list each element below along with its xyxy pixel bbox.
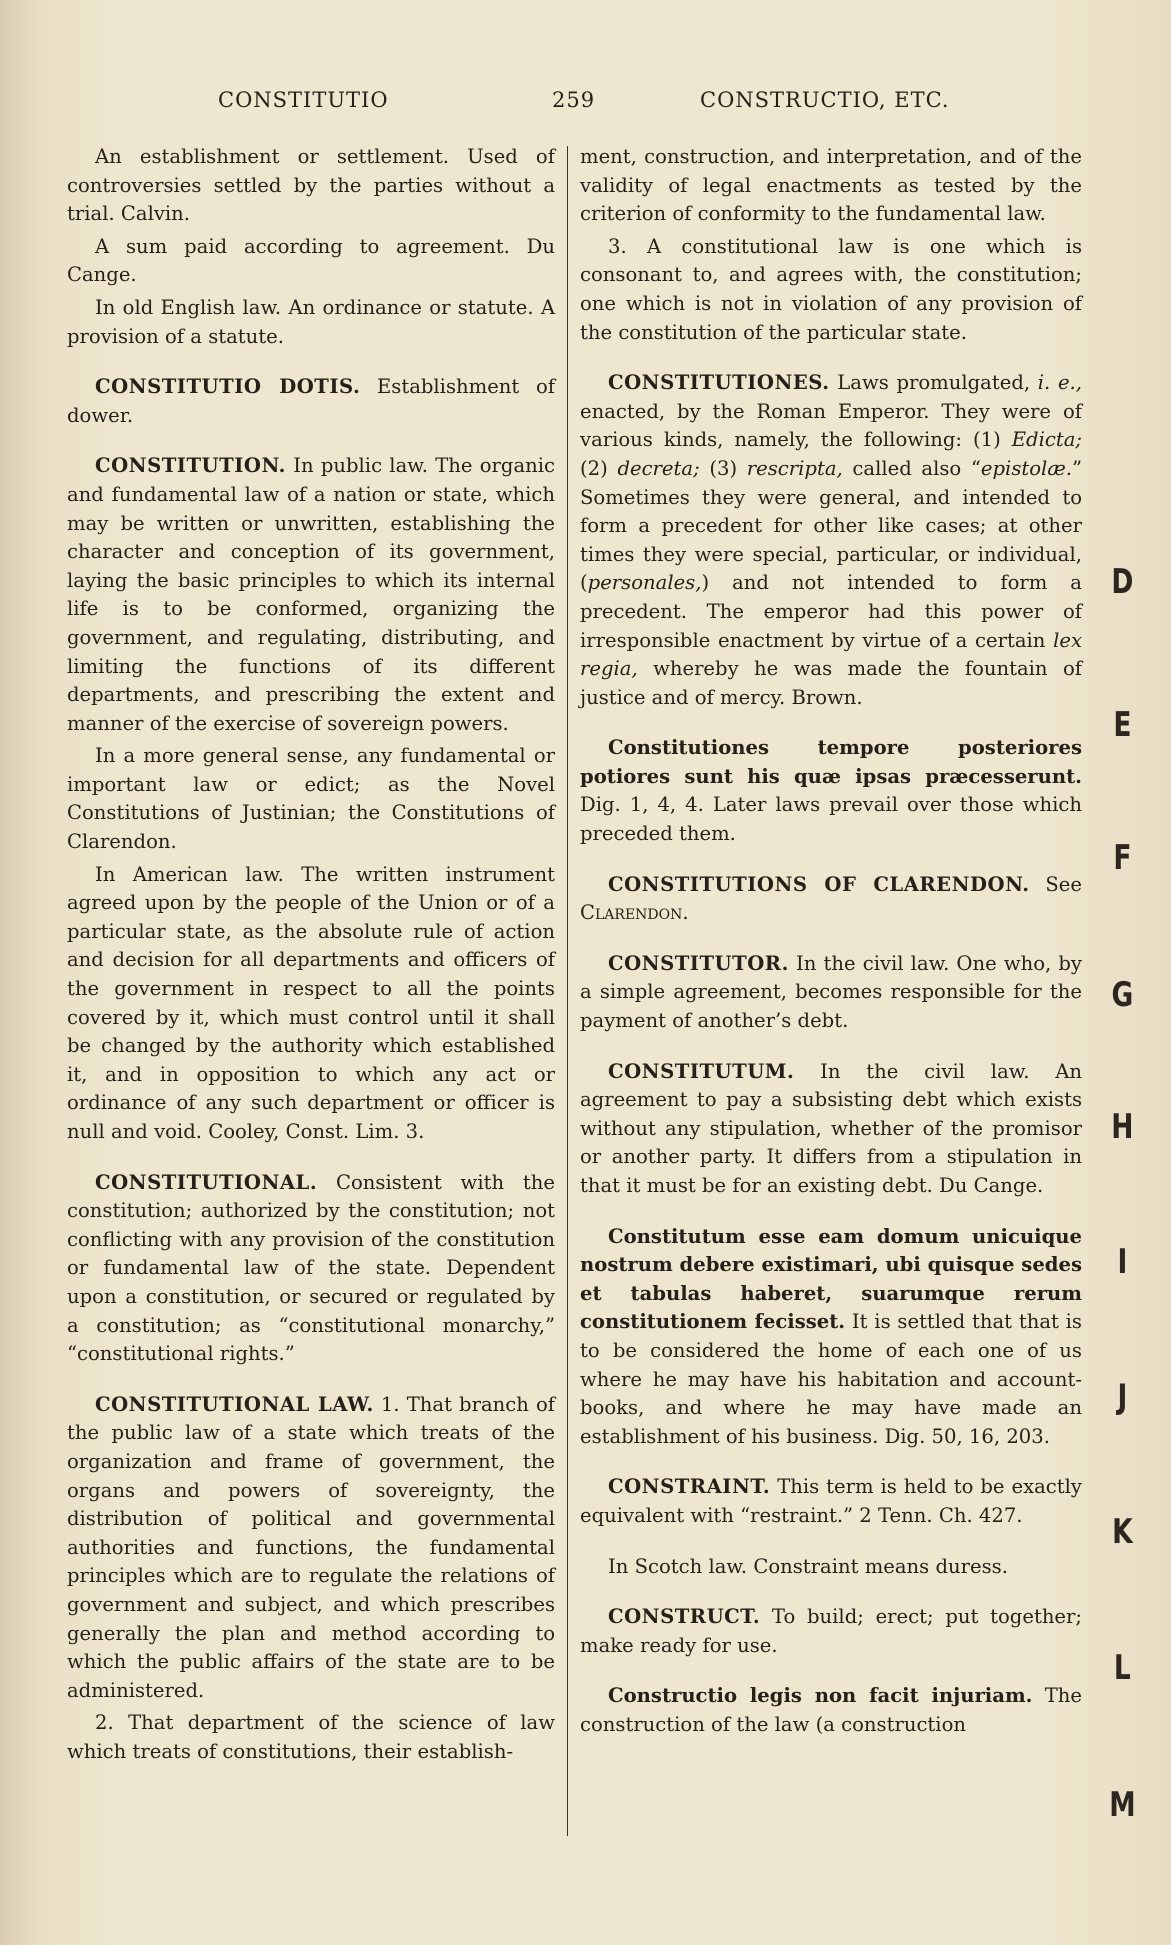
entry-term: CONSTRUCT. [608,1605,761,1629]
paragraph: In Scotch law. Constraint means duress. [608,1554,1008,1578]
entry-constitutum: CONSTITUTUM. In the civil law. An agreement to pay a subsisting debt which exists without any stipulation, whether of the promisor or another party. It differs from a stipulation in that it must be for an existing debt. Du Cange. [580,1059,1082,1197]
thumb-index-tab: M [1109,1785,1135,1825]
paragraph: ment, construction, and interpretation, and of the validity of legal enactments as tested by the criterion of conformity to the fundamental law. [580,145,1082,226]
entry-term: CONSTITUTUM. [608,1059,795,1083]
header-left-guideword: CONSTITUTIO [218,88,389,112]
entry-text: Establishment of dower. [67,375,555,427]
paragraph: A sum paid according to agreement. Du Cange. [67,234,555,287]
page-number: 259 [552,88,596,112]
entry-term: CONSTITUTIONAL LAW. [95,1392,374,1416]
entry-constitution [67,452,555,738]
thumb-index-tab: K [1112,1512,1132,1552]
thumb-index-tab: F [1113,838,1131,878]
paragraph: An establishment or settlement. Used of controversies settled by the parties without a trial. Calvin. [67,145,555,226]
entry-text: 1. That branch of the public law of a state which treats of the organization and frame of government, the organs and powers of sovereignty, the distribution of political and governmental authorities and functions, the fundamental principles which are to regulate the relations of government and subject, and which prescribes generally the plan and method according to which the public affairs of the state are to be administered. [67,1392,556,1702]
paragraph: In a more general sense, any fundamental or important law or edict; as the Novel Constitutions of Justinian; the Constitutions of Clarendon. [67,744,555,854]
entry-construct: CONSTRUCT. To build; erect; put together; make ready for use. [580,1605,1082,1657]
paragraph: 2. That department of the science of law which treats of constitutions, their establish- [67,1711,555,1763]
entry-term: CONSTITUTOR. [608,951,789,975]
maxim-translation: Dig. 1, 4, 4. Later laws prevail over those which preceded them. [580,793,1082,846]
thumb-index-tab: D [1111,562,1133,602]
entry-constitutiones: CONSTITUTIONES. Laws promulgated, i. e., enacted, by the Roman Emperor. They were of various kinds, namely, the following: (1) Edicta; (2) decreta; (3) rescripta, called also “epistolæ.” Sometimes they were general, and intended to form a precedent for other like cases; at other times they were special, particular, or individual, (personales,) and not intended to form a precedent. The emperor had this power of irresponsible enactment by virtue of a certain lex regia, whereby he was made the fountain of justice and of mercy. Brown. [580,371,1083,709]
entry-text: In public law. The organic and fundamental law of a nation or state, which may be written or unwritten, establishing the character and conception of its government, laying the basic principles to which its internal life is to be conformed, organizing the government, and regulating, distributing, and limiting the functions of its different departments, and prescribing the extent and manner of the exercise of sovereign powers. [67,454,555,735]
entry-term: CONSTITUTIO DOTIS. [95,375,361,399]
thumb-index-tab: I [1117,1242,1127,1282]
entry-term: CONSTITUTIONES. [608,371,830,395]
maxim-paragraph [580,1682,1082,1739]
entry-term: CONSTITUTION. [95,454,286,478]
paragraph: In American law. The written instrument agreed upon by the people of the Union or of a particular state, as the absolute rule of action and decision for all departments and officers of the government in respect to all the points covered by it, which must control until it shall be changed by the authority which established it, and in opposition to which any act or ordinance of any such department or officer is null and void. Cooley, Const. Lim. 3. [67,862,555,1143]
entry-term: CONSTRAINT. [608,1475,771,1499]
thumb-index-tab: H [1111,1107,1133,1147]
entry-constitutio-dotis [67,373,555,430]
header-right-guideword: CONSTRUCTIO, ETC. [700,88,950,112]
cross-reference: Clarendon [580,901,683,925]
maxim-latin: Constructio legis non facit injuriam. [608,1684,1033,1708]
thumb-index-tab: J [1117,1377,1127,1417]
maxim-paragraph [580,1223,1082,1452]
entry-constraint: CONSTRAINT. This term is held to be exactly equivalent with “restraint.” 2 Tenn. Ch. 427. [580,1475,1082,1527]
thumb-index-tab: E [1113,705,1131,745]
entry-text: Consistent with the constitution; authorized by the constitution; not conflicting with any provision of the constitution or fundamental law of the state. Dependent upon a constitution, or secured or regulated by a constitution; as “constitutional monarchy,” “constitutional rights.” [67,1170,555,1366]
paragraph: In old English law. An ordinance or statute. A provision of a statute. [67,295,555,348]
entry-constitutional-law [67,1391,555,1706]
page-header [0,88,1171,128]
entry-constitutional [67,1169,555,1369]
right-column [580,143,1082,1740]
maxim-paragraph [580,734,1082,848]
entry-term: CONSTITUTIONAL. [95,1170,318,1194]
thumb-index-tab: L [1113,1648,1131,1688]
maxim-translation: The construction of the law (a construction [580,1684,1082,1736]
left-column [67,143,555,1766]
maxim-translation: It is settled that that is to be considered the home of each one of us where he may have his habitation and account-books, and where he may have made an establishment of his business. Dig. 50, 16, 203. [580,1310,1082,1448]
maxim-latin: Constitutiones tempore posteriores potiores sunt his quæ ipsas præcesserunt. [580,736,1082,788]
thumb-index-tab: G [1111,975,1133,1015]
paragraph: 3. A constitutional law is one which is consonant to, and agrees with, the constitution; one which is not in violation of any provision of the constitution of the particular state. [580,234,1082,344]
entry-term: CONSTITUTIONS OF CLARENDON. [608,872,1030,896]
column-divider [567,146,568,1836]
entry-constitutor: CONSTITUTOR. In the civil law. One who, by a simple agreement, becomes responsible for the payment of another’s debt. [580,951,1082,1033]
entry-constitutions-of-clarendon: CONSTITUTIONS OF CLARENDON. See Clarendon. [580,872,1082,925]
maxim-latin: Constitutum esse eam domum unicuique nostrum debere existimari, ubi quisque sedes et tabulas haberet, suarumque rerum constitutionem fecisset. [580,1224,1082,1334]
